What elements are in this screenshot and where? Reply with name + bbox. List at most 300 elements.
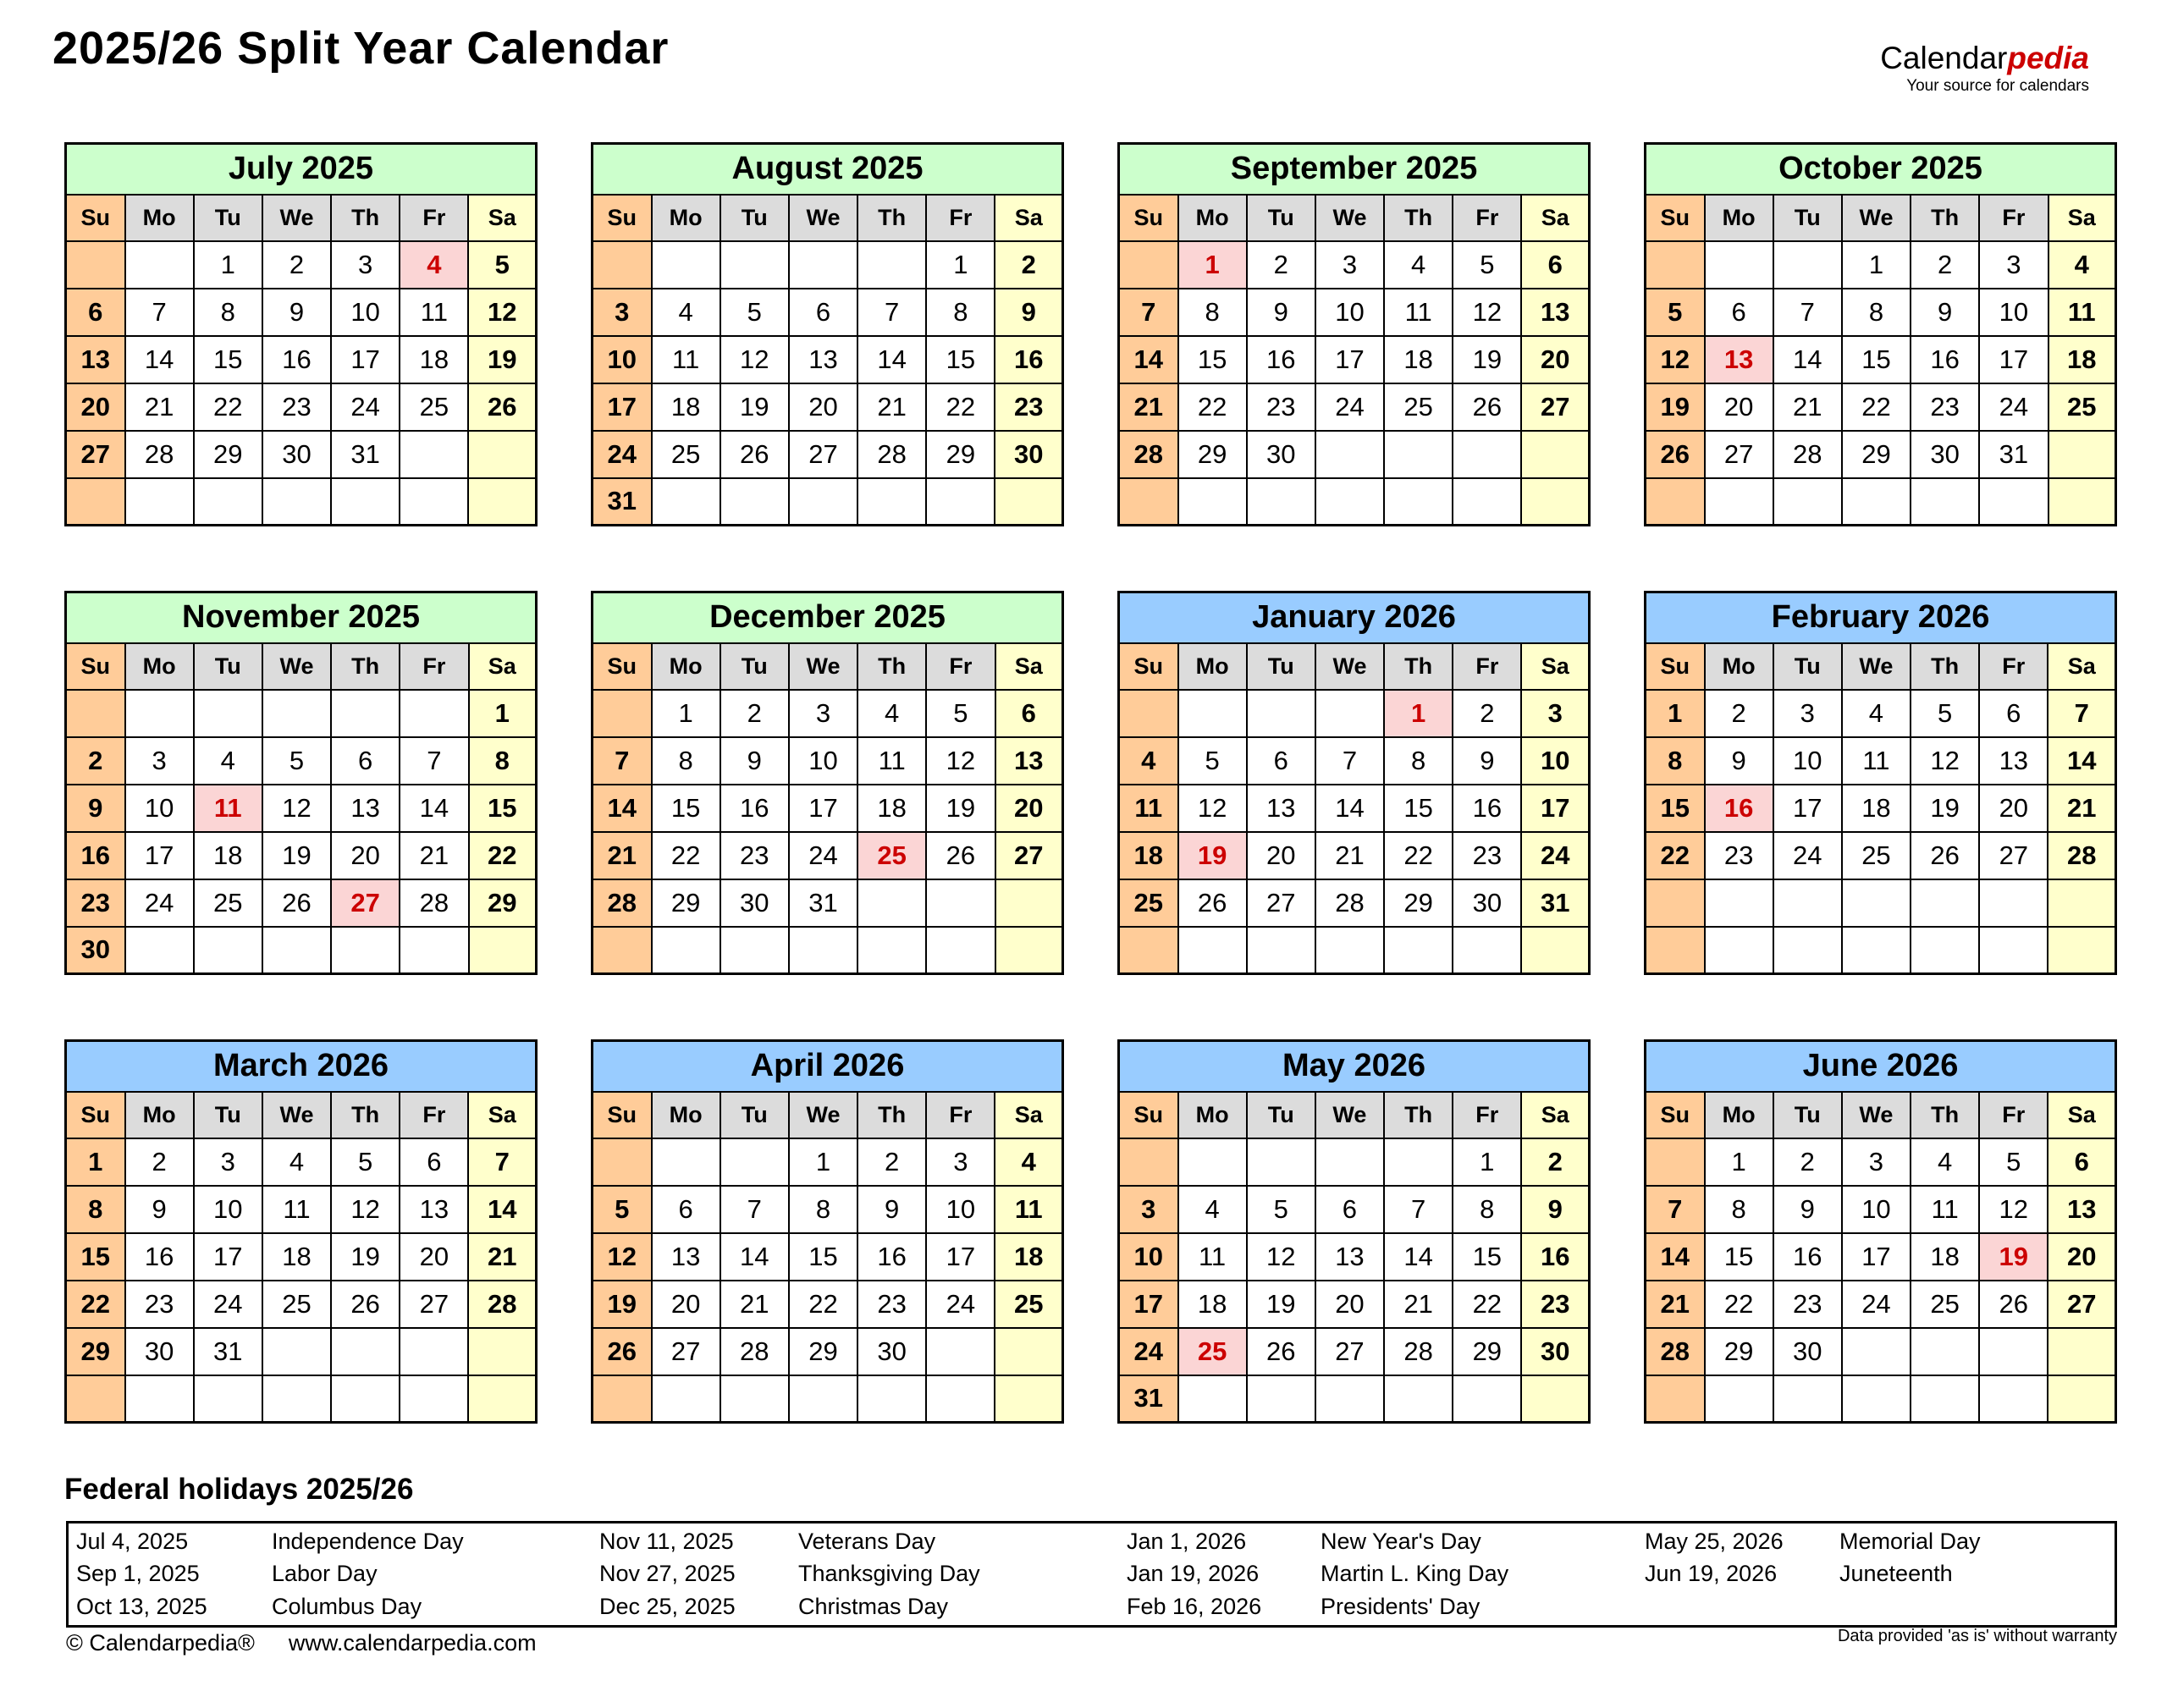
holiday-day-cell: 19 (1979, 1233, 2048, 1281)
week-row (66, 241, 537, 289)
day-cell: 25 (400, 383, 468, 431)
day-header-row (1119, 1092, 1590, 1138)
day-cell: 29 (789, 1328, 857, 1375)
day-cell: 1 (469, 690, 537, 737)
day-cell: 12 (1247, 1233, 1315, 1281)
week-row (66, 336, 537, 383)
week-row (1646, 241, 2116, 289)
day-cell: 15 (789, 1233, 857, 1281)
day-cell: 14 (857, 336, 926, 383)
empty-day-cell (1646, 927, 1705, 974)
empty-day-cell (1384, 1138, 1453, 1186)
day-cell: 5 (262, 737, 331, 785)
empty-day-cell (1842, 879, 1911, 927)
day-cell: 28 (400, 879, 468, 927)
empty-day-cell (1453, 478, 1521, 526)
day-header-sa: Sa (468, 195, 536, 241)
day-header-we: We (789, 643, 857, 690)
day-cell: 20 (66, 383, 125, 431)
day-cell: 24 (1119, 1328, 1178, 1375)
day-header-mo: Mo (1178, 1092, 1247, 1138)
day-cell: 3 (1119, 1186, 1178, 1233)
week-row (1646, 1375, 2116, 1423)
empty-day-cell (1384, 927, 1453, 974)
empty-day-cell (400, 1375, 468, 1423)
day-cell: 10 (1979, 289, 2048, 336)
holiday-day-cell: 19 (1178, 832, 1247, 879)
week-row (66, 431, 537, 478)
week-row (66, 832, 537, 879)
month-title: November 2025 (66, 592, 537, 643)
day-cell: 24 (1773, 832, 1842, 879)
empty-day-cell (2048, 927, 2115, 974)
day-header-fr: Fr (1453, 1092, 1521, 1138)
day-cell: 14 (720, 1233, 789, 1281)
month-title: June 2026 (1646, 1041, 2116, 1092)
week-row (1119, 1233, 1590, 1281)
day-cell: 13 (400, 1186, 468, 1233)
day-cell: 9 (125, 1186, 194, 1233)
empty-day-cell (1315, 1375, 1384, 1423)
day-header-row (66, 643, 537, 690)
holiday-name: Columbus Day (272, 1593, 422, 1619)
day-cell: 26 (331, 1281, 400, 1328)
holiday-date: Jun 19, 2026 (1645, 1561, 1778, 1587)
day-cell: 8 (1705, 1186, 1773, 1233)
day-header-th: Th (331, 643, 400, 690)
day-cell: 22 (926, 383, 995, 431)
empty-day-cell (1646, 478, 1705, 526)
holiday-name: Independence Day (272, 1528, 464, 1554)
day-cell: 16 (1247, 336, 1315, 383)
day-cell: 18 (857, 785, 926, 832)
day-header-we: We (789, 195, 857, 241)
holiday-date: May 25, 2026 (1645, 1528, 1784, 1554)
empty-day-cell (1384, 431, 1453, 478)
day-cell: 11 (2048, 289, 2116, 336)
day-cell: 8 (194, 289, 262, 336)
week-row (1119, 336, 1590, 383)
day-cell: 21 (468, 1233, 536, 1281)
day-cell: 22 (66, 1281, 125, 1328)
copyright-text: © Calendarpedia® (66, 1630, 255, 1656)
empty-day-cell (1773, 478, 1842, 526)
empty-day-cell (1315, 478, 1384, 526)
day-cell: 31 (194, 1328, 262, 1375)
day-header-fr: Fr (1453, 195, 1521, 241)
empty-day-cell (400, 431, 468, 478)
day-cell: 1 (66, 1138, 125, 1186)
week-row (593, 478, 1063, 526)
day-cell: 23 (1453, 832, 1521, 879)
day-cell: 5 (1178, 737, 1247, 785)
day-cell: 3 (125, 737, 194, 785)
day-cell: 14 (400, 785, 468, 832)
week-row (66, 737, 537, 785)
day-cell: 11 (400, 289, 468, 336)
month-april-2026 (591, 1039, 1064, 1424)
day-cell: 24 (1842, 1281, 1911, 1328)
holiday-day-cell: 4 (400, 241, 468, 289)
empty-day-cell (1979, 879, 2048, 927)
month-march-2026 (64, 1039, 538, 1424)
day-header-su: Su (593, 643, 652, 690)
day-cell: 29 (1384, 879, 1453, 927)
month-title-row (593, 592, 1063, 643)
day-cell: 13 (2048, 1186, 2115, 1233)
empty-day-cell (331, 1375, 400, 1423)
empty-day-cell (331, 927, 400, 974)
day-header-sa: Sa (2048, 643, 2115, 690)
day-cell: 8 (789, 1186, 857, 1233)
week-row (1119, 879, 1590, 927)
day-cell: 21 (857, 383, 926, 431)
logo-tagline: Your source for calendars (1906, 76, 2089, 95)
day-cell: 3 (1773, 690, 1842, 737)
day-cell: 17 (926, 1233, 995, 1281)
day-cell: 13 (1521, 289, 1589, 336)
day-cell: 17 (1842, 1233, 1911, 1281)
empty-day-cell (1842, 1328, 1911, 1375)
holiday-name: Labor Day (272, 1561, 378, 1587)
day-cell: 20 (995, 785, 1063, 832)
day-cell: 21 (720, 1281, 789, 1328)
day-cell: 27 (66, 431, 125, 478)
day-header-su: Su (593, 1092, 652, 1138)
empty-day-cell (652, 927, 720, 974)
day-cell: 28 (125, 431, 194, 478)
day-cell: 4 (652, 289, 720, 336)
empty-day-cell (2048, 879, 2115, 927)
day-cell: 4 (2048, 241, 2116, 289)
day-cell: 23 (720, 832, 789, 879)
holiday-day-cell: 11 (194, 785, 262, 832)
day-header-fr: Fr (926, 643, 995, 690)
week-row (1119, 1328, 1590, 1375)
week-row (1119, 1138, 1590, 1186)
day-cell: 30 (262, 431, 331, 478)
day-cell: 28 (468, 1281, 536, 1328)
day-cell: 17 (789, 785, 857, 832)
day-cell: 26 (720, 431, 789, 478)
day-header-row (593, 643, 1063, 690)
day-cell: 27 (1315, 1328, 1384, 1375)
day-cell: 30 (1453, 879, 1521, 927)
day-cell: 10 (125, 785, 194, 832)
empty-day-cell (262, 690, 331, 737)
day-cell: 9 (1247, 289, 1315, 336)
day-cell: 12 (262, 785, 331, 832)
day-cell: 29 (1453, 1328, 1521, 1375)
day-cell: 15 (194, 336, 262, 383)
day-cell: 1 (1646, 690, 1705, 737)
empty-day-cell (1247, 927, 1315, 974)
day-cell: 1 (194, 241, 262, 289)
day-cell: 20 (1705, 383, 1773, 431)
day-cell: 15 (1842, 336, 1911, 383)
day-cell: 6 (66, 289, 125, 336)
day-cell: 8 (1178, 289, 1247, 336)
logo-text-black: Calendar (1880, 41, 2008, 75)
day-cell: 5 (1979, 1138, 2048, 1186)
footer-copyright-row (66, 1630, 537, 1656)
day-cell: 2 (262, 241, 331, 289)
week-row (1646, 1233, 2116, 1281)
day-cell: 1 (1453, 1138, 1521, 1186)
day-cell: 11 (1119, 785, 1178, 832)
empty-day-cell (1842, 1375, 1911, 1423)
day-cell: 13 (1315, 1233, 1384, 1281)
day-cell: 27 (1979, 832, 2048, 879)
day-cell: 5 (331, 1138, 400, 1186)
day-cell: 11 (1842, 737, 1911, 785)
empty-day-cell (1646, 1375, 1705, 1423)
month-title: July 2025 (66, 144, 537, 195)
day-header-row (66, 1092, 537, 1138)
day-cell: 2 (720, 690, 789, 737)
day-cell: 8 (1453, 1186, 1521, 1233)
week-row (593, 336, 1063, 383)
empty-day-cell (926, 478, 995, 526)
day-cell: 14 (1119, 336, 1178, 383)
day-cell: 11 (652, 336, 720, 383)
empty-day-cell (469, 927, 537, 974)
holiday-name: Presidents' Day (1321, 1593, 1481, 1619)
empty-day-cell (400, 1328, 468, 1375)
empty-day-cell (2048, 1375, 2115, 1423)
day-cell: 19 (720, 383, 789, 431)
day-cell: 1 (1842, 241, 1911, 289)
day-cell: 4 (1178, 1186, 1247, 1233)
month-title-row (1119, 1041, 1590, 1092)
day-cell: 15 (1178, 336, 1247, 383)
day-cell: 23 (995, 383, 1062, 431)
day-cell: 24 (926, 1281, 995, 1328)
empty-day-cell (926, 879, 995, 927)
day-cell: 27 (1521, 383, 1589, 431)
day-header-su: Su (1646, 643, 1705, 690)
month-title: September 2025 (1119, 144, 1590, 195)
day-cell: 20 (2048, 1233, 2115, 1281)
day-cell: 27 (400, 1281, 468, 1328)
day-cell: 30 (1773, 1328, 1842, 1375)
day-cell: 11 (1911, 1186, 1979, 1233)
day-cell: 6 (400, 1138, 468, 1186)
week-row (593, 690, 1063, 737)
day-cell: 11 (262, 1186, 331, 1233)
day-cell: 4 (1911, 1138, 1979, 1186)
day-cell: 27 (2048, 1281, 2115, 1328)
day-cell: 11 (995, 1186, 1062, 1233)
day-header-fr: Fr (400, 1092, 468, 1138)
empty-day-cell (720, 478, 789, 526)
day-cell: 18 (1119, 832, 1178, 879)
week-row (1646, 1186, 2116, 1233)
empty-day-cell (652, 478, 720, 526)
day-cell: 8 (652, 737, 720, 785)
empty-day-cell (593, 1138, 652, 1186)
day-header-su: Su (1119, 1092, 1178, 1138)
week-row (66, 289, 537, 336)
day-header-tu: Tu (1247, 195, 1315, 241)
empty-day-cell (400, 690, 468, 737)
week-row (1646, 1281, 2116, 1328)
day-cell: 25 (1384, 383, 1453, 431)
day-cell: 21 (593, 832, 652, 879)
day-cell: 2 (1453, 690, 1521, 737)
day-cell: 22 (194, 383, 262, 431)
day-cell: 24 (194, 1281, 262, 1328)
day-cell: 31 (1521, 879, 1589, 927)
week-row (66, 1138, 537, 1186)
day-cell: 22 (652, 832, 720, 879)
day-cell: 20 (1247, 832, 1315, 879)
day-header-fr: Fr (926, 1092, 995, 1138)
day-cell: 6 (1979, 690, 2048, 737)
day-cell: 31 (331, 431, 400, 478)
day-header-sa: Sa (995, 643, 1063, 690)
empty-day-cell (720, 1138, 789, 1186)
empty-day-cell (1315, 431, 1384, 478)
day-cell: 22 (1842, 383, 1911, 431)
day-header-tu: Tu (1247, 643, 1315, 690)
day-cell: 21 (1119, 383, 1178, 431)
day-header-fr: Fr (926, 195, 995, 241)
month-title: January 2026 (1119, 592, 1590, 643)
holiday-name: Juneteenth (1839, 1561, 1953, 1587)
day-cell: 21 (125, 383, 194, 431)
day-cell: 7 (1773, 289, 1842, 336)
day-cell: 2 (857, 1138, 926, 1186)
day-cell: 5 (593, 1186, 652, 1233)
day-cell: 9 (857, 1186, 926, 1233)
month-title-row (1119, 592, 1590, 643)
day-cell: 5 (1453, 241, 1521, 289)
month-february-2026 (1644, 591, 2117, 975)
day-cell: 18 (1842, 785, 1911, 832)
day-cell: 9 (1453, 737, 1521, 785)
day-header-sa: Sa (468, 1092, 536, 1138)
day-cell: 7 (857, 289, 926, 336)
day-cell: 6 (789, 289, 857, 336)
empty-day-cell (1646, 241, 1705, 289)
empty-day-cell (1911, 1328, 1979, 1375)
day-cell: 31 (1979, 431, 2048, 478)
day-cell: 14 (125, 336, 194, 383)
day-cell: 11 (1384, 289, 1453, 336)
day-header-sa: Sa (2048, 195, 2116, 241)
week-row (593, 1328, 1063, 1375)
day-cell: 5 (1247, 1186, 1315, 1233)
day-cell: 13 (789, 336, 857, 383)
empty-day-cell (125, 690, 194, 737)
week-row (66, 927, 537, 974)
website-link[interactable]: www.calendarpedia.com (288, 1630, 537, 1656)
day-cell: 28 (720, 1328, 789, 1375)
day-cell: 26 (1178, 879, 1247, 927)
week-row (1119, 690, 1590, 737)
day-cell: 14 (593, 785, 652, 832)
day-cell: 30 (720, 879, 789, 927)
empty-day-cell (331, 478, 400, 526)
day-cell: 17 (1979, 336, 2048, 383)
day-cell: 1 (652, 690, 720, 737)
day-cell: 6 (2048, 1138, 2115, 1186)
day-header-sa: Sa (1521, 1092, 1589, 1138)
day-cell: 19 (1646, 383, 1705, 431)
day-cell: 26 (1453, 383, 1521, 431)
day-cell: 29 (652, 879, 720, 927)
day-cell: 7 (400, 737, 468, 785)
day-cell: 8 (469, 737, 537, 785)
day-cell: 9 (262, 289, 331, 336)
day-header-mo: Mo (1178, 643, 1247, 690)
day-cell: 14 (1773, 336, 1842, 383)
day-cell: 21 (400, 832, 468, 879)
day-cell: 13 (652, 1233, 720, 1281)
holiday-date: Nov 27, 2025 (599, 1561, 736, 1587)
day-cell: 25 (1842, 832, 1911, 879)
empty-day-cell (1247, 690, 1315, 737)
empty-day-cell (400, 478, 468, 526)
empty-day-cell (1911, 927, 1979, 974)
empty-day-cell (1119, 690, 1178, 737)
day-cell: 21 (1646, 1281, 1705, 1328)
day-cell: 21 (1384, 1281, 1453, 1328)
day-cell: 2 (1911, 241, 1979, 289)
week-row (66, 1186, 537, 1233)
day-cell: 3 (194, 1138, 262, 1186)
week-row (1119, 431, 1590, 478)
day-cell: 26 (1247, 1328, 1315, 1375)
day-cell: 30 (125, 1328, 194, 1375)
empty-day-cell (1979, 478, 2048, 526)
day-header-we: We (262, 643, 331, 690)
empty-day-cell (1119, 927, 1178, 974)
day-cell: 30 (1911, 431, 1979, 478)
day-cell: 8 (1646, 737, 1705, 785)
disclaimer-text: Data provided 'as is' without warranty (1837, 1627, 2117, 1645)
day-header-we: We (789, 1092, 857, 1138)
empty-day-cell (125, 927, 194, 974)
day-header-fr: Fr (400, 643, 468, 690)
empty-day-cell (262, 1328, 331, 1375)
day-cell: 2 (1521, 1138, 1589, 1186)
day-cell: 25 (1119, 879, 1178, 927)
day-cell: 13 (1979, 737, 2048, 785)
day-header-fr: Fr (1979, 1092, 2048, 1138)
empty-day-cell (1521, 431, 1589, 478)
empty-day-cell (262, 927, 331, 974)
day-cell: 6 (1521, 241, 1589, 289)
day-cell: 21 (1773, 383, 1842, 431)
empty-day-cell (1315, 927, 1384, 974)
day-cell: 25 (194, 879, 262, 927)
day-cell: 26 (1979, 1281, 2048, 1328)
month-may-2026 (1117, 1039, 1591, 1424)
day-cell: 18 (2048, 336, 2116, 383)
empty-day-cell (1119, 1138, 1178, 1186)
day-cell: 9 (1773, 1186, 1842, 1233)
day-cell: 15 (1453, 1233, 1521, 1281)
day-cell: 28 (593, 879, 652, 927)
empty-day-cell (2048, 478, 2116, 526)
empty-day-cell (1384, 1375, 1453, 1423)
day-cell: 16 (262, 336, 331, 383)
day-cell: 12 (1453, 289, 1521, 336)
empty-day-cell (1705, 241, 1773, 289)
day-cell: 19 (1247, 1281, 1315, 1328)
